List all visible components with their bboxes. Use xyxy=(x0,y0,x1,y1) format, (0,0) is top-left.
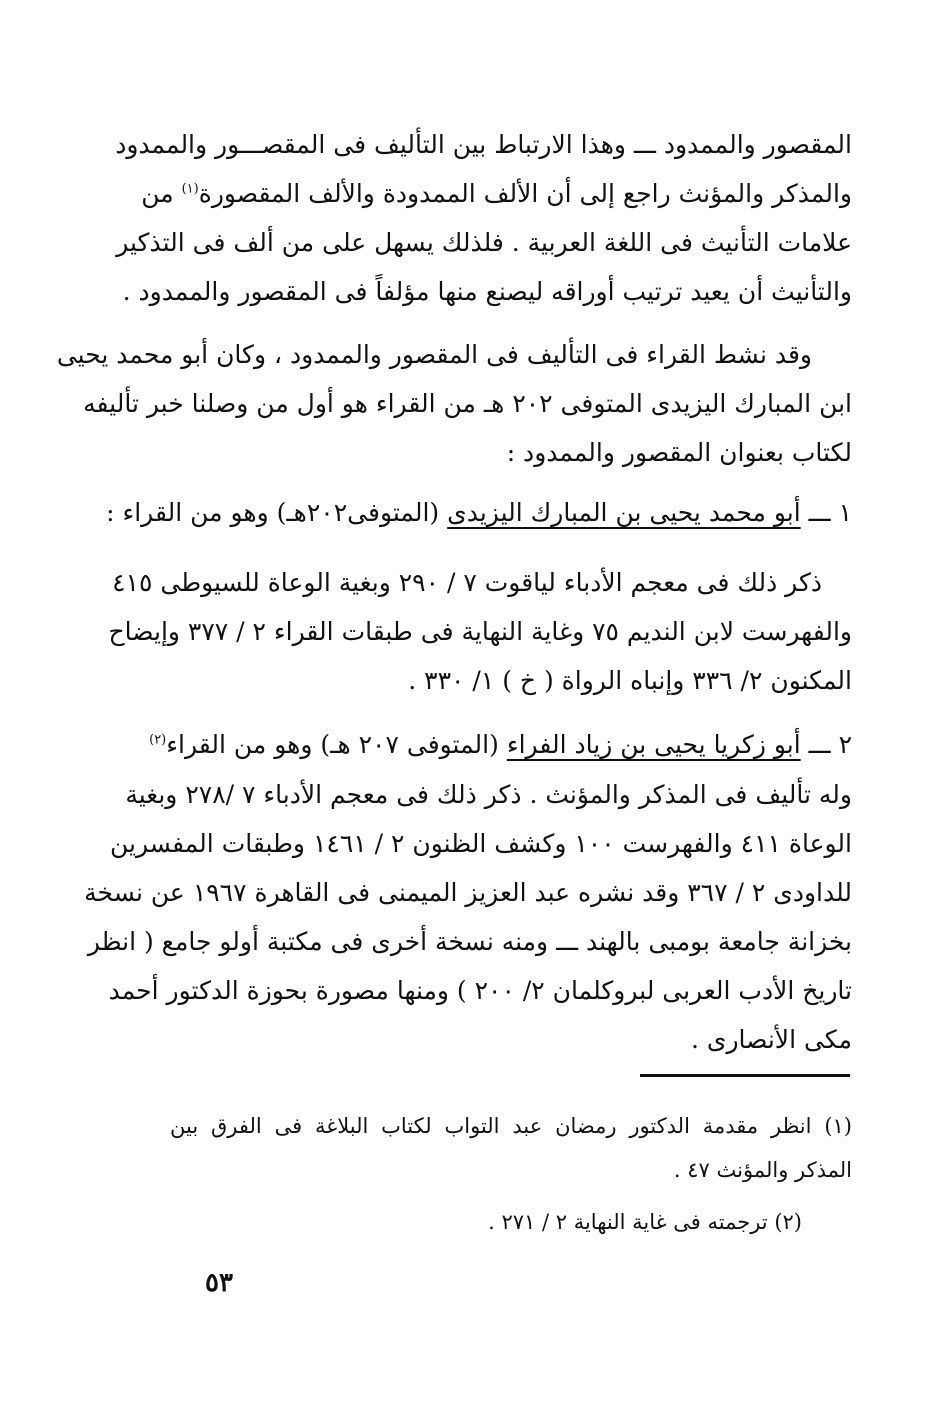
paragraph-4-line-3: للداودى ٢ / ٣٦٧ وقد نشره عبد العزيز الميمنى فى القاهرة ١٩٦٧ عن نسخة xyxy=(84,878,852,907)
paragraph-4-line-1: وله تأليف فى المذكر والمؤنث . ذكر ذلك فى معجم الأدباء ٧ /٢٧٨ وبغية xyxy=(125,780,852,809)
paragraph-1-line-1: المقصور والممدود ـــ وهذا الارتباط بين التأليف فى المقصـــور والممدود xyxy=(115,130,852,159)
footnote-2: (٢) ترجمته فى غاية النهاية ٢ / ٢٧١ . xyxy=(488,1210,802,1234)
paragraph-1-line-2-text: والمذكر والمؤنث راجع إلى أن الألف الممدودة والألف المقصورة xyxy=(198,179,852,208)
entry-1-heading xyxy=(106,488,852,537)
paragraph-4-line-4: بخزانة جامعة بومبى بالهند ـــ ومنه نسخة أخرى فى مكتبة أولو جامع ( انظر xyxy=(87,927,852,956)
footnote-ref-1[interactable]: (١) xyxy=(181,181,199,197)
entry-2-rest: (المتوفى ٢٠٧ هـ) وهو من القراء xyxy=(166,730,499,759)
paragraph-4-line-5: تاريخ الأدب العربى لبروكلمان ٢/ ٢٠٠ ) ومنها مصورة بحوزة الدكتور أحمد xyxy=(108,976,852,1005)
paragraph-4-line-6: مكى الأنصارى . xyxy=(691,1025,852,1054)
footnote-ref-2[interactable]: (٢) xyxy=(149,732,167,748)
entry-1-rest: (المتوفى٢٠٢هـ) وهو من القراء : xyxy=(106,498,440,527)
page-number: ٥٣ xyxy=(205,1268,233,1298)
paragraph-2-line-3: لكتاب بعنوان المقصور والممدود : xyxy=(506,438,852,467)
entry-1-number: ١ ـــ xyxy=(808,498,852,527)
footnotes xyxy=(170,1104,852,1244)
paragraph-1-line-3: علامات التأنيث فى اللغة العربية . فلذلك يسهل على من ألف فى التذكير xyxy=(116,228,852,257)
paragraph-3-line-1: ذكر ذلك فى معجم الأدباء لياقوت ٧ / ٢٩٠ وبغية الوعاة للسيوطى ٤١٥ xyxy=(112,568,822,597)
paragraph-1-line-2 xyxy=(141,169,852,218)
paragraph-4 xyxy=(84,770,852,1064)
entry-1-name: أبو محمد يحيى بن المبارك اليزيدى xyxy=(447,498,801,527)
paragraph-1 xyxy=(115,120,852,316)
footnote-separator xyxy=(640,1074,850,1077)
entry-2-number: ٢ ـــ xyxy=(808,730,852,759)
footnote-1-line-2: المذكر والمؤنث ٤٧ . xyxy=(673,1158,852,1182)
paragraph-2 xyxy=(56,330,852,477)
paragraph-3 xyxy=(108,558,852,705)
paragraph-4-line-2: الوعاة ٤١١ والفهرست ١٠٠ وكشف الظنون ٢ / ١٤٦١ وطبقات المفسرين xyxy=(110,829,852,858)
footnote-1-line-1: (١) انظر مقدمة الدكتور رمضان عبد التواب لكتاب البلاغة فى الفرق بين xyxy=(170,1114,852,1138)
entry-2-name: أبو زكريا يحيى بن زياد الفراء xyxy=(506,730,801,759)
paragraph-3-line-3: المكنون ٢/ ٣٣٦ وإنباه الرواة ( خ ) ١/ ٣٣٠ . xyxy=(408,666,852,695)
paragraph-1-line-2-end: من xyxy=(141,179,182,208)
paragraph-2-line-1: وقد نشط القراء فى التأليف فى المقصور والممدود ، وكان أبو محمد يحيى xyxy=(56,340,812,369)
paragraph-3-line-2: والفهرست لابن النديم ٧٥ وغاية النهاية فى طبقات القراء ٢ / ٣٧٧ وإيضاح xyxy=(108,617,852,646)
paragraph-1-line-4: والتأنيث أن يعيد ترتيب أوراقه ليصنع منها مؤلفاً فى المقصور والممدود . xyxy=(122,277,852,306)
entry-2-heading xyxy=(149,720,852,769)
paragraph-2-line-2: ابن المبارك اليزيدى المتوفى ٢٠٢ هـ من القراء هو أول من وصلنا خبر تأليفه xyxy=(83,389,852,418)
